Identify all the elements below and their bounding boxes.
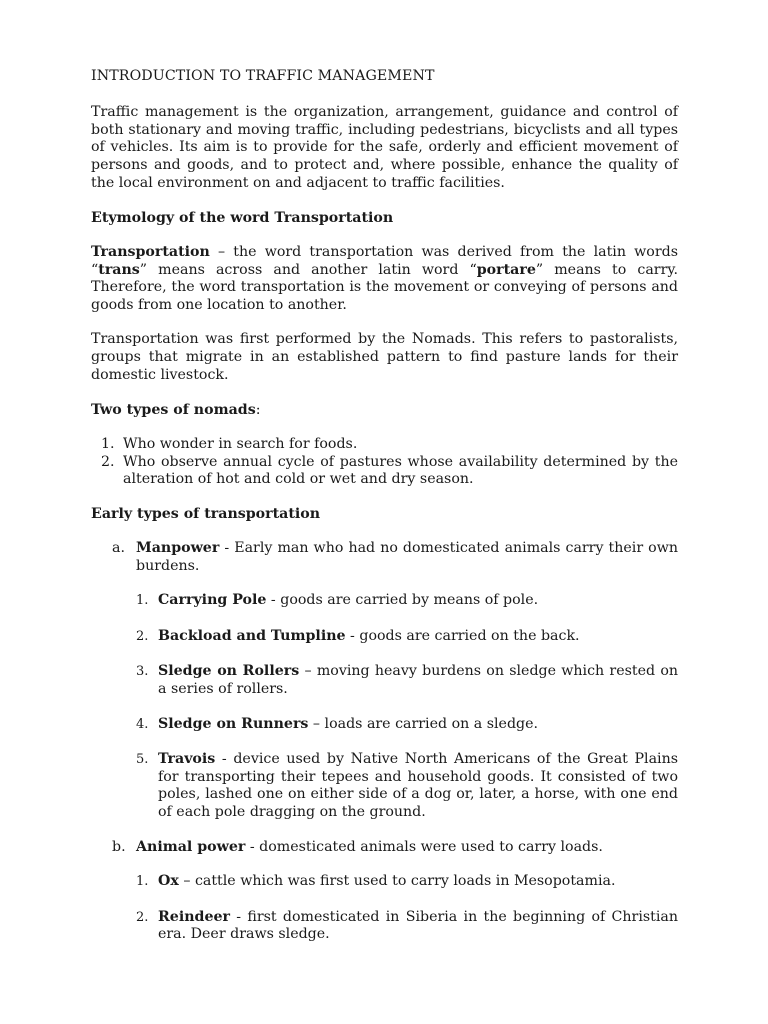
etymology-heading: Etymology of the word Transportation [91,210,394,227]
definition-text-1: – the word transportation was derived from the latin words “ [91,244,678,278]
transport-categories [91,540,678,944]
nomads-list [91,436,678,489]
list-item [91,454,678,489]
item-text: - goods are carried on the back. [345,627,580,644]
nomads-heading-colon: : [255,401,261,418]
category-animal-power [91,839,678,944]
manpower-list [136,592,678,821]
definition-text-3: ” means to carry. Therefore, the word transportation is the movement or conveying of persons and goods from one location to another. [91,261,679,314]
list-number: 1. [136,874,149,890]
transportation-term: Transportation [91,244,210,261]
list-number: 5. [136,751,149,767]
item-text: – loads are carried on a sledge. [308,715,539,732]
category-label: b. [112,838,126,855]
item-text: - first domesticated in Siberia in the beginning of Christian era. Deer draws sledge. [158,908,678,943]
nomads-heading-text: Two types of nomads [91,401,256,418]
list-item [91,436,678,454]
early-transportation-heading: Early types of transportation [91,506,321,523]
animal-power-list [136,873,678,944]
list-item [136,628,678,646]
definition-text-2: ” means across and another latin word “ [139,261,477,278]
item-text: – moving heavy burdens on sledge which rested on a series of rollers. [158,662,678,697]
list-number: 2. [101,453,115,470]
list-item [136,751,678,822]
item-term: Travois [158,750,216,767]
item-term: Reindeer [158,908,230,925]
list-item [136,592,678,610]
item-text: - device used by Native North Americans of the Great Plains for transporting their tepees and household goods. It consisted of two poles, lashed one on either side of a dog or, later, a horse, with one end of each pole dragging on the ground. [158,750,678,821]
list-number: 1. [101,435,115,452]
item-term: Carrying Pole [158,592,267,609]
transportation-definition [91,244,678,315]
list-number: 3. [136,663,149,679]
list-text: Who wonder in search for foods. [123,435,358,452]
list-number: 4. [136,716,149,732]
item-text: – cattle which was first used to carry loads in Mesopotamia. [178,873,616,890]
category-manpower [91,540,678,822]
item-term: Backload and Tumpline [158,627,346,644]
category-term: Manpower [136,540,220,557]
list-number: 2. [136,909,149,925]
item-text: - goods are carried by means of pole. [266,592,539,609]
trans-term: trans [98,261,140,278]
list-text: Who observe annual cycle of pastures whose availability determined by the alteration of hot and cold or wet and dry season. [123,453,678,488]
item-term: Sledge on Rollers [158,662,300,679]
category-term: Animal power [136,838,246,855]
portare-term: portare [476,261,536,278]
item-term: Sledge on Runners [158,715,309,732]
category-label: a. [112,540,125,557]
category-text: - domesticated animals were used to carry loads. [245,838,603,855]
page-title: INTRODUCTION TO TRAFFIC MANAGEMENT [91,68,435,84]
list-item [136,873,678,891]
nomads-paragraph: Transportation was first performed by the Nomads. This refers to pastoralists, groups that migrate in an established pattern to find pasture lands for their domestic livestock. [91,331,678,383]
item-term: Ox [158,873,179,890]
category-text: - Early man who had no domesticated animals carry their own burdens. [136,540,678,574]
nomads-heading [91,401,678,419]
list-item [136,663,678,698]
list-item [136,716,678,734]
list-item [136,909,678,944]
intro-paragraph: Traffic management is the organization, arrangement, guidance and control of both stationary and moving traffic, including pedestrians, bicyclists and all types of vehicles. Its aim is to provide for the safe, orderly and efficient movement of persons and goods, and to protect and, where possible, enhance the quality of the local environment on and adjacent to traffic facilities. [91,104,678,191]
list-number: 2. [136,628,149,644]
list-number: 1. [136,593,149,609]
